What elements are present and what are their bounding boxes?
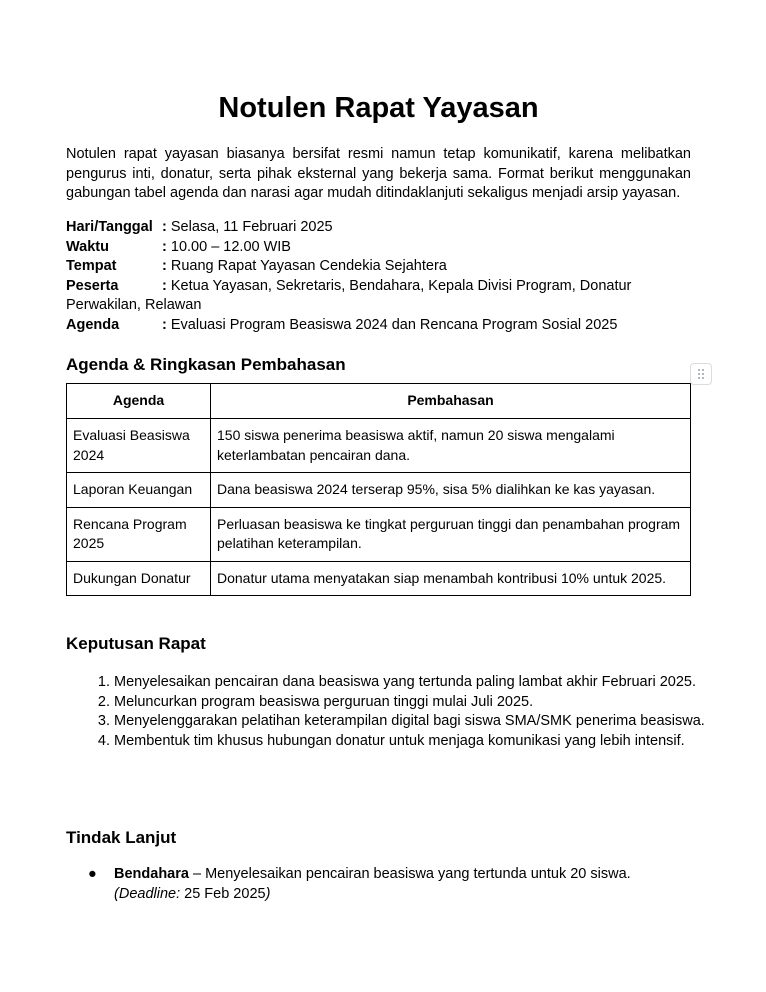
meta-label: Peserta [66, 277, 119, 294]
followup-list [66, 865, 724, 904]
meta-value: 10.00 – 12.00 WIB [170, 238, 291, 255]
pembahasan-cell: 150 siswa penerima beasiswa aktif, namun 20 siswa mengalami keterlambatan pencairan dana. [211, 419, 691, 473]
meta-row-time [66, 238, 691, 258]
list-item: 1. Menyelesaikan pencairan dana beasiswa yang tertunda paling lambat akhir Februari 2025. [114, 673, 724, 693]
list-item [88, 865, 724, 904]
table-drag-handle-icon[interactable] [690, 363, 712, 385]
pembahasan-cell: Perluasan beasiswa ke tingkat perguruan tinggi dan penambahan program pelatihan keterampilan. [211, 507, 691, 561]
meta-colon: : [162, 258, 167, 275]
bullet-icon: ● [88, 866, 97, 882]
meta-row-place [66, 257, 691, 277]
list-item: 3. Menyelenggarakan pelatihan keterampilan digital bagi siswa SMA/SMK penerima beasiswa. [114, 712, 724, 732]
meta-label: Agenda [66, 316, 120, 333]
list-item: 4. Membentuk tim khusus hubungan donatur untuk menjaga komunikasi yang lebih intensif. [114, 732, 724, 752]
meta-colon: : [162, 277, 167, 294]
list-item: 2. Meluncurkan program beasiswa perguruan tinggi mulai Juli 2025. [114, 693, 724, 713]
meta-value: Evaluasi Program Beasiswa 2024 dan Rencana Program Sosial 2025 [170, 316, 618, 333]
table-header-row [67, 384, 691, 419]
meta-label: Waktu [66, 238, 109, 255]
pembahasan-cell: Donatur utama menyatakan siap menambah kontribusi 10% untuk 2025. [211, 561, 691, 596]
column-header-pembahasan: Pembahasan [211, 384, 691, 419]
table-row [67, 473, 691, 508]
column-header-agenda: Agenda [67, 384, 211, 419]
document-title: Notulen Rapat Yayasan [218, 92, 539, 124]
followup-heading: Tindak Lanjut [66, 828, 177, 847]
deadline-close: ) [265, 885, 271, 902]
meta-colon: : [162, 316, 167, 333]
meta-label: Hari/Tanggal [66, 219, 153, 235]
agenda-cell: Dukungan Donatur [67, 561, 211, 596]
agenda-heading: Agenda & Ringkasan Pembahasan [66, 355, 346, 374]
decisions-list [66, 673, 724, 751]
deadline-label: Deadline: [118, 885, 181, 902]
table-row [67, 419, 691, 473]
meta-value: Ruang Rapat Yayasan Cendekia Sejahtera [170, 258, 447, 275]
deadline-date: 25 Feb 2025 [180, 885, 266, 902]
meta-label: Tempat [66, 258, 117, 275]
pembahasan-cell: Dana beasiswa 2024 terserap 95%, sisa 5% dialihkan ke kas yayasan. [211, 473, 691, 508]
agenda-cell: Rencana Program 2025 [67, 507, 211, 561]
intro-paragraph: Notulen rapat yayasan biasanya bersifat resmi namun tetap komunikatif, karena melibatkan pengurus inti, donatur, serta pihak eksternal yang bekerja sama. Format berikut menggunakan gabungan tabel agenda dan narasi agar mudah ditindaklanjuti sekaligus menjadi arsip yayasan. [66, 146, 691, 201]
table-row [67, 561, 691, 596]
meta-colon: : [162, 238, 167, 255]
meta-colon: : [162, 219, 167, 235]
agenda-cell: Laporan Keuangan [67, 473, 211, 508]
deadline-open: ( [114, 885, 119, 902]
meta-value: Ketua Yayasan, Sekretaris, Bendahara, Kepala Divisi Program, Donatur Perwakilan, Relawan [66, 277, 632, 314]
followup-owner: Bendahara [114, 866, 189, 882]
agenda-cell: Evaluasi Beasiswa 2024 [67, 419, 211, 473]
followup-task: – Menyelesaikan pencairan beasiswa yang tertunda untuk 20 siswa. [188, 866, 631, 882]
meta-value: Selasa, 11 Februari 2025 [170, 219, 333, 235]
table-row [67, 507, 691, 561]
meeting-info [66, 218, 691, 336]
decisions-heading: Keputusan Rapat [66, 634, 206, 653]
agenda-table [66, 383, 691, 596]
meta-row-agenda [66, 316, 691, 336]
meta-row-participants [66, 277, 691, 316]
meta-row-date [66, 218, 691, 238]
